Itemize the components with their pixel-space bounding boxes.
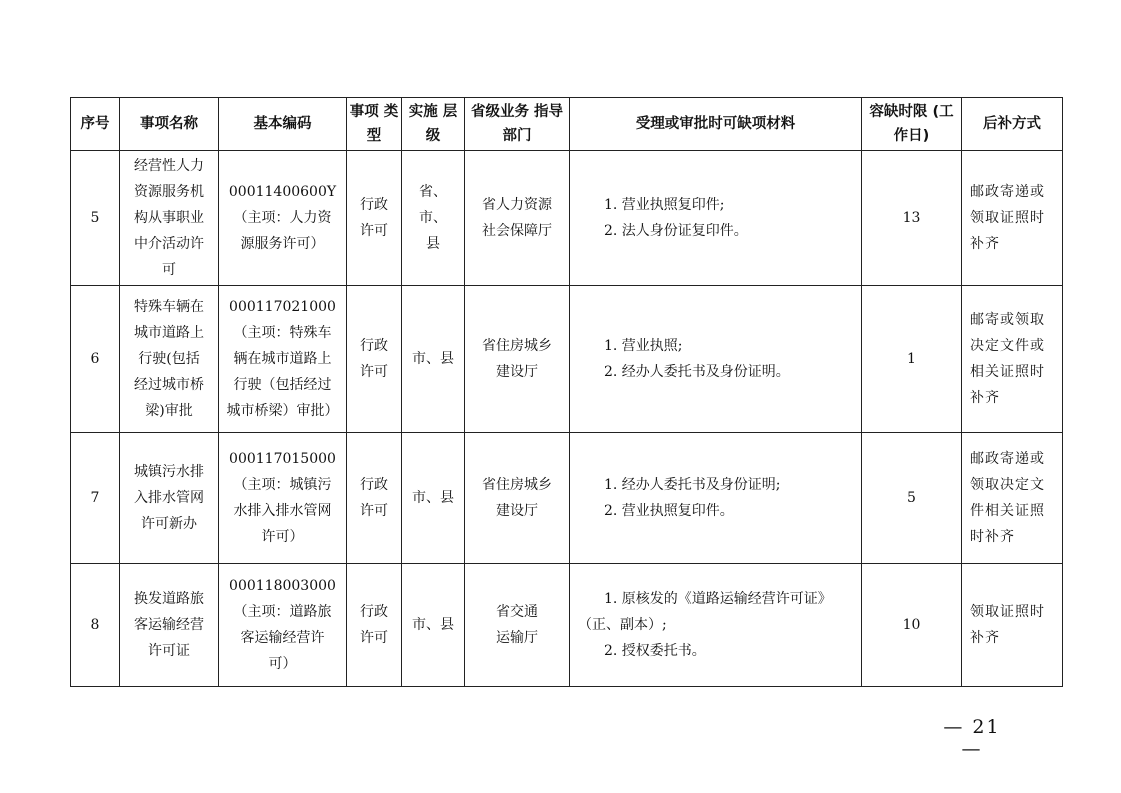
cell-code-line: （主项：城镇污 (233, 477, 332, 493)
cell-level (402, 286, 465, 433)
cell-method-line: 邮寄或领取 (970, 312, 1045, 328)
cell-type (347, 286, 402, 433)
cell-code-line: 水排入排水管网 (233, 503, 332, 519)
cell-name-line: 中介活动许 (134, 236, 204, 252)
cell-code-line: 许可） (261, 529, 304, 545)
cell-code-line: 客运输经营许 (240, 630, 325, 646)
cell-dept-line: 省住房城乡 (482, 338, 552, 354)
cell-method-line: 领取决定文 (970, 477, 1045, 493)
header-type (347, 98, 402, 151)
cell-materials-line: 1. 原核发的《道路运输经营许可证》 (604, 591, 832, 607)
header-dept-line: 省级业务 (470, 104, 529, 120)
cell-seq: 6 (71, 286, 120, 433)
header-limit-line: 容缺时限 (869, 104, 928, 120)
header-code: 基本编码 (219, 98, 347, 151)
cell-level (402, 433, 465, 564)
cell-level (402, 564, 465, 687)
header-dept (465, 98, 570, 151)
cell-materials-line: 2. 营业执照复印件。 (604, 503, 734, 519)
cell-seq: 8 (71, 564, 120, 687)
cell-method-line: 件相关证照 (970, 503, 1045, 519)
header-level-line: 层级 (425, 104, 458, 144)
cell-method-line: 补齐 (970, 630, 1000, 646)
cell-level-line: 市、县 (412, 617, 454, 633)
cell-dept (465, 433, 570, 564)
cell-materials-line: 2. 经办人委托书及身份证明。 (604, 364, 790, 380)
cell-type-line: 许可 (360, 223, 388, 239)
cell-name-line: 特殊车辆在 (134, 299, 204, 315)
cell-level-line: 市、县 (412, 351, 454, 367)
header-type-line: 类型 (366, 104, 399, 144)
header-seq: 序号 (71, 98, 120, 151)
cell-type (347, 151, 402, 286)
header-level-line: 实施 (408, 104, 438, 120)
cell-dept-line: 建设厅 (496, 503, 538, 519)
cell-type-line: 行政 (360, 604, 388, 620)
header-limit (862, 98, 962, 151)
cell-method-line: 邮政寄递或 (970, 184, 1045, 200)
cell-materials (570, 564, 862, 687)
cell-level-line: 省、市、 (419, 184, 447, 226)
cell-dept (465, 286, 570, 433)
cell-method-line: 邮政寄递或 (970, 451, 1045, 467)
cell-method-line: 领取证照时 (970, 604, 1045, 620)
cell-method-line: 时补齐 (970, 529, 1015, 545)
cell-method-line: 相关证照时 (970, 364, 1045, 380)
header-dept-line: 指导部门 (502, 104, 564, 144)
cell-dept-line: 省交通 (496, 604, 538, 620)
cell-name-line: 客运输经营 (134, 617, 204, 633)
cell-name-line: 城市道路上 (134, 325, 204, 341)
cell-code-line: 城市桥梁）审批） (226, 403, 339, 419)
cell-code-line: 辆在城市道路上 (233, 351, 332, 367)
cell-dept-line: 省住房城乡 (482, 477, 552, 493)
header-name: 事项名称 (120, 98, 219, 151)
cell-materials-line: 1. 营业执照复印件; (604, 197, 725, 213)
cell-method (962, 433, 1063, 564)
cell-level-line: 市、县 (412, 490, 454, 506)
cell-name (120, 151, 219, 286)
cell-limit: 1 (862, 286, 962, 433)
cell-name-line: 许可新办 (141, 516, 197, 532)
cell-type (347, 564, 402, 687)
header-limit-line: (工作日) (893, 104, 954, 144)
cell-code-line: （主项：道路旅 (233, 604, 332, 620)
cell-dept-line: 运输厅 (496, 630, 538, 646)
cell-materials (570, 286, 862, 433)
approval-items-table (70, 97, 1063, 687)
cell-name-line: 经过城市桥 (134, 377, 204, 393)
cell-materials-line: （正、副本）; (578, 617, 667, 633)
cell-name-line: 许可证 (148, 643, 190, 659)
cell-name (120, 564, 219, 687)
cell-name-line: 资源服务机 (134, 184, 204, 200)
cell-materials-line: 2. 法人身份证复印件。 (604, 223, 748, 239)
header-type-line: 事项 (349, 104, 379, 120)
cell-type-line: 行政 (360, 477, 388, 493)
cell-type-line: 许可 (360, 630, 388, 646)
cell-code-line: （主项：特殊车 (233, 325, 332, 341)
cell-method (962, 286, 1063, 433)
cell-dept (465, 564, 570, 687)
cell-name (120, 286, 219, 433)
cell-name (120, 433, 219, 564)
cell-name-line: 入排水管网 (134, 490, 204, 506)
cell-name-line: 梁)审批 (145, 403, 193, 419)
cell-name-line: 换发道路旅 (134, 591, 204, 607)
cell-materials (570, 151, 862, 286)
cell-method-line: 补齐 (970, 236, 1000, 252)
cell-name-line: 行驶(包括 (138, 351, 200, 367)
table-row (71, 564, 1063, 687)
cell-materials (570, 433, 862, 564)
cell-limit: 10 (862, 564, 962, 687)
cell-type-line: 许可 (360, 364, 388, 380)
cell-dept (465, 151, 570, 286)
header-method: 后补方式 (962, 98, 1063, 151)
cell-method (962, 564, 1063, 687)
header-materials: 受理或审批时可缺项材料 (570, 98, 862, 151)
cell-type-line: 行政 (360, 197, 388, 213)
cell-type-line: 许可 (360, 503, 388, 519)
cell-code-line: 可） (268, 656, 297, 672)
cell-method-line: 补齐 (970, 390, 1000, 406)
cell-code-line: 行驶（包括经过 (233, 377, 332, 393)
cell-materials-line: 1. 营业执照; (604, 338, 683, 354)
cell-name-line: 构从事职业 (134, 210, 204, 226)
cell-level-line: 县 (426, 236, 440, 252)
cell-code (219, 564, 347, 687)
cell-code-line: 000117015000 (229, 451, 336, 467)
cell-code (219, 151, 347, 286)
cell-limit: 13 (862, 151, 962, 286)
cell-code (219, 286, 347, 433)
cell-dept-line: 社会保障厅 (482, 223, 552, 239)
cell-name-line: 可 (162, 262, 176, 278)
cell-type-line: 行政 (360, 338, 388, 354)
cell-limit: 5 (862, 433, 962, 564)
cell-seq: 7 (71, 433, 120, 564)
cell-name-line: 经营性人力 (134, 158, 204, 174)
cell-code (219, 433, 347, 564)
table-row (71, 151, 1063, 286)
page-number: — 21 — (943, 716, 1001, 760)
cell-seq: 5 (71, 151, 120, 286)
header-level (402, 98, 465, 151)
cell-type (347, 433, 402, 564)
cell-method-line: 决定文件或 (970, 338, 1045, 354)
cell-code-line: 000117021000 (229, 299, 336, 315)
cell-name-line: 城镇污水排 (134, 464, 204, 480)
cell-code-line: 000118003000 (229, 578, 336, 594)
table-row (71, 286, 1063, 433)
cell-materials-line: 2. 授权委托书。 (604, 643, 706, 659)
cell-method-line: 领取证照时 (970, 210, 1045, 226)
cell-code-line: 00011400600Y (228, 184, 337, 200)
cell-code-line: （主项：人力资 (233, 210, 332, 226)
cell-dept-line: 建设厅 (496, 364, 538, 380)
table-header-row (71, 98, 1063, 151)
cell-dept-line: 省人力资源 (482, 197, 552, 213)
cell-code-line: 源服务许可） (240, 236, 325, 252)
cell-level (402, 151, 465, 286)
table-row (71, 433, 1063, 564)
cell-method (962, 151, 1063, 286)
cell-materials-line: 1. 经办人委托书及身份证明; (604, 477, 781, 493)
